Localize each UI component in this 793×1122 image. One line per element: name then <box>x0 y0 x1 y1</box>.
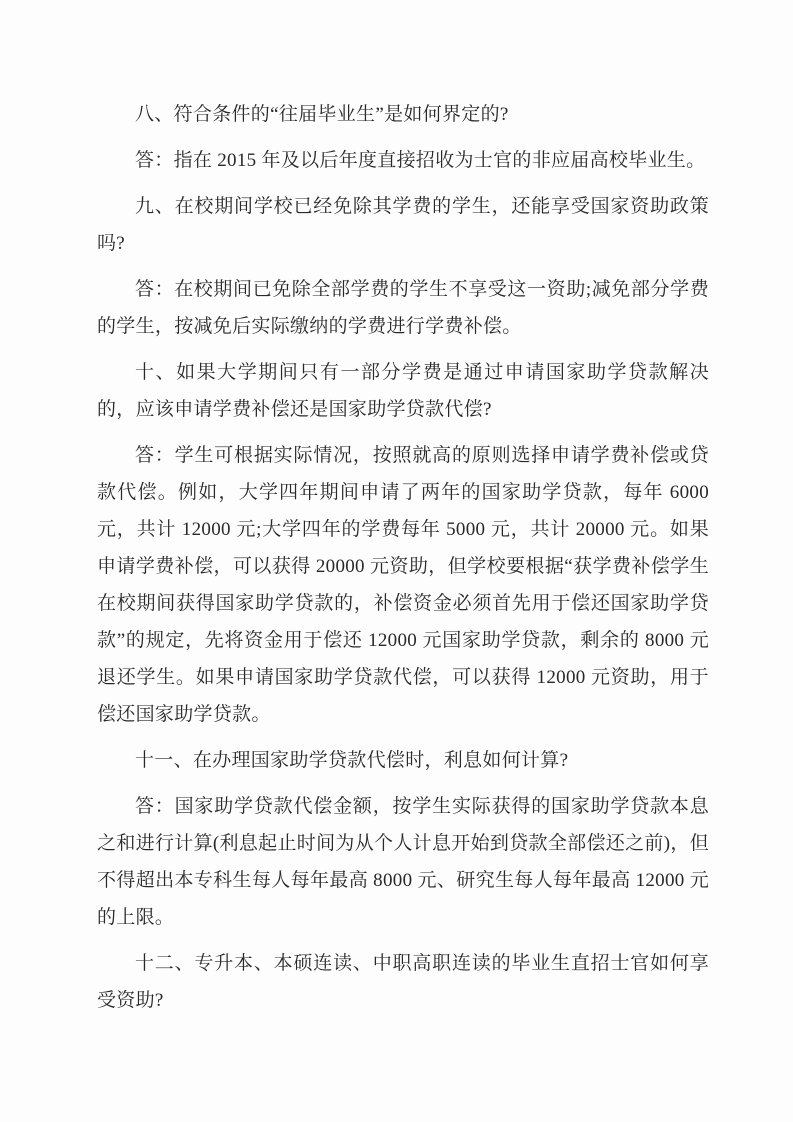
answer-10: 答：学生可根据实际情况，按照就高的原则选择申请学费补偿或贷款代偿。例如，大学四年期间申请了两年的国家助学贷款，每年 6000 元，共计 12000 元;大学四年的学费每年 5000 元，共计 20000 元。如果申请学费补偿，可以获得 20000 元资助，但学校要根据“获学费补偿学生在校期间获得国家助学贷款的，补偿资金必须首先用于偿还国家助学贷款”的规定，先将资金用于偿还 12000 元国家助学贷款，剩余的 8000 元退还学生。如果申请国家助学贷款代偿，可以获得 12000 元资助，用于偿还国家助学贷款。 <box>97 445 709 725</box>
question-9: 九、在校期间学校已经免除其学费的学生，还能享受国家资助政策吗? <box>97 196 709 254</box>
answer-9: 答：在校期间已免除全部学费的学生不享受这一资助;减免部分学费的学生，按减免后实际缴纳的学费进行学费补偿。 <box>97 279 709 337</box>
question-11: 十一、在办理国家助学贷款代偿时，利息如何计算? <box>135 750 569 771</box>
answer-11: 答：国家助学贷款代偿金额，按学生实际获得的国家助学贷款本息之和进行计算(利息起止时间为从个人计息开始到贷款全部偿还之前)，但不得超出本专科生每人每年最高 8000 元、研究生每人每年最高 12000 元的上限。 <box>97 796 709 928</box>
question-12: 十二、专升本、本硕连读、中职高职连读的毕业生直招士官如何享受资助? <box>97 953 709 1011</box>
answer-8: 答：指在 2015 年及以后年度直接招收为士官的非应届高校毕业生。 <box>135 150 706 171</box>
question-8: 八、符合条件的“往届毕业生”是如何界定的? <box>135 104 509 125</box>
document-content <box>97 96 709 1028</box>
question-10: 十、如果大学期间只有一部分学费是通过申请国家助学贷款解决的，应该申请学费补偿还是国家助学贷款代偿? <box>97 362 709 420</box>
